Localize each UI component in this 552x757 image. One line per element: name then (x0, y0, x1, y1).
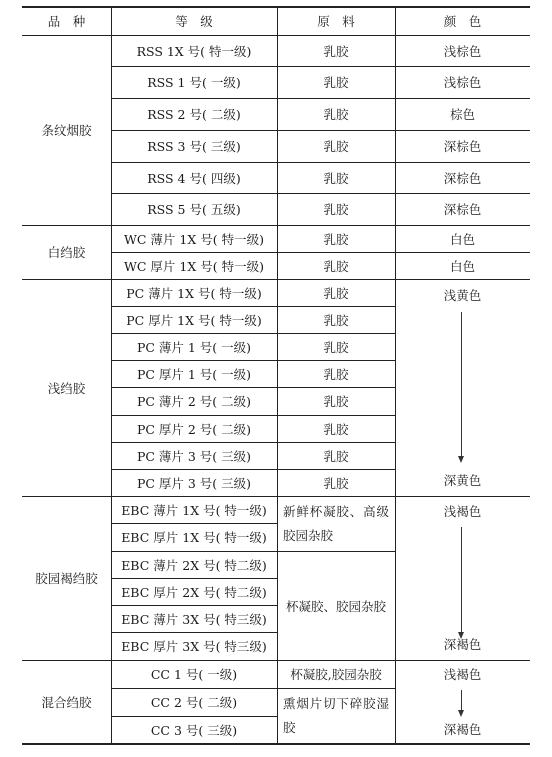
material-cell: 乳胶 (323, 202, 349, 217)
row-rule (111, 415, 395, 416)
grade-cell: EBC 薄片 3X 号( 特三级) (121, 611, 267, 627)
color-cell: 浅棕色 (443, 75, 482, 90)
header-color: 颜 色 (443, 13, 482, 29)
row-rule (111, 98, 530, 99)
material-cell: 乳胶 (323, 475, 349, 491)
row-rule (111, 469, 395, 470)
arrow-down-icon (458, 710, 464, 717)
grade-cell: PC 薄片 2 号( 二级) (136, 394, 252, 409)
material-cell: 乳胶 (323, 231, 349, 247)
column-divider (111, 6, 112, 744)
grade-cell: PC 薄片 3 号( 三级) (136, 448, 252, 464)
color-cell: 白色 (449, 231, 475, 247)
material-cell: 乳胶 (323, 285, 349, 301)
grade-cell: PC 薄片 1 号( 一级) (136, 339, 252, 355)
material-cell: 乳胶 (323, 366, 349, 382)
variety-white-crepe: 白绉胶 (47, 245, 86, 260)
grade-cell: EBC 厚片 3X 号( 特三级) (121, 639, 267, 654)
material-cell: 乳胶 (323, 107, 349, 122)
row-rule (111, 523, 277, 524)
grade-cell: PC 厚片 2 号( 二级) (136, 421, 252, 437)
grade-cell: RSS 2 号( 二级) (147, 107, 241, 122)
material-cell: 乳胶 (323, 43, 349, 59)
row-rule (111, 130, 530, 131)
material-cell: 乳胶 (323, 448, 349, 464)
variety-pale-crepe: 浅绉胶 (47, 380, 86, 396)
header-variety: 品 种 (47, 13, 86, 29)
row-rule (111, 442, 395, 443)
row-rule (111, 193, 530, 194)
variety-compo-crepe: 混合绉胶 (41, 695, 92, 710)
material-cell: 乳胶 (323, 258, 349, 274)
color-cell: 深棕色 (443, 170, 482, 186)
row-rule (111, 333, 395, 334)
group-rule (22, 225, 530, 226)
row-rule (111, 360, 395, 361)
row-rule (111, 716, 277, 717)
material-cell: 乳胶 (323, 394, 349, 409)
rubber-grade-table (22, 6, 530, 744)
row-rule (111, 632, 277, 633)
color-range-end: 深黄色 (443, 473, 482, 488)
color-range-start: 浅黄色 (443, 288, 482, 303)
grade-cell: PC 厚片 1 号( 一级) (136, 366, 252, 382)
table-top-rule (22, 6, 530, 8)
grade-cell: RSS 5 号( 五级) (147, 202, 241, 217)
grade-cell: EBC 厚片 1X 号( 特一级) (121, 530, 267, 545)
grade-cell: CC 3 号( 三级) (150, 723, 238, 738)
material-cell: 乳胶 (323, 421, 349, 437)
material-cell: 乳胶 (323, 139, 349, 154)
grade-cell: EBC 厚片 2X 号( 特二级) (121, 584, 267, 600)
grade-cell: CC 2 号( 二级) (150, 695, 238, 710)
grade-cell: EBC 薄片 2X 号( 特二级) (121, 557, 267, 573)
group-rule (22, 279, 530, 280)
arrow-down-icon (458, 456, 464, 463)
color-range-end: 深褐色 (443, 722, 482, 737)
material-cell: 乳胶 (323, 75, 349, 90)
grade-cell: CC 1 号( 一级) (150, 667, 238, 682)
color-range-start: 浅褐色 (443, 504, 482, 519)
material-cell: 杯凝胶,胶园杂胶 (290, 667, 382, 682)
material-cell: 杯凝胶、胶园杂胶 (285, 598, 386, 614)
row-rule (111, 578, 277, 579)
grade-cell: PC 厚片 3 号( 三级) (136, 475, 252, 491)
grade-cell: PC 薄片 1X 号( 特一级) (126, 285, 262, 301)
grade-cell: EBC 薄片 1X 号( 特一级) (121, 502, 267, 518)
material-cell: 乳胶 (323, 170, 349, 186)
grade-cell: RSS 3 号( 三级) (147, 139, 241, 154)
header-grade: 等 级 (175, 13, 213, 29)
group-rule (22, 660, 530, 661)
material-cell: 乳胶 (323, 312, 349, 328)
gradient-arrow-line (461, 690, 462, 712)
column-divider (395, 6, 396, 744)
grade-cell: RSS 1 号( 一级) (147, 75, 241, 90)
row-rule (111, 162, 530, 163)
row-rule (111, 551, 395, 552)
table-bottom-rule (22, 743, 530, 745)
gradient-arrow-line (461, 527, 462, 634)
grade-cell: RSS 4 号( 四级) (147, 170, 241, 186)
variety-ribbed-smoked-sheet: 条纹烟胶 (41, 123, 92, 138)
color-cell: 深棕色 (443, 202, 482, 217)
row-rule (111, 252, 530, 253)
row-rule (111, 387, 395, 388)
color-range-start: 浅褐色 (443, 667, 482, 682)
color-cell: 深棕色 (443, 139, 482, 154)
group-rule (22, 496, 530, 497)
gradient-arrow-line (461, 312, 462, 458)
grade-cell: PC 厚片 1X 号( 特一级) (126, 312, 262, 328)
grade-cell: WC 薄片 1X 号( 特一级) (124, 231, 264, 247)
grade-cell: RSS 1X 号( 特一级) (136, 43, 252, 59)
color-range-end: 深褐色 (443, 637, 482, 652)
color-cell: 浅棕色 (443, 43, 482, 59)
color-cell: 白色 (449, 258, 475, 274)
header-material: 原 料 (317, 13, 355, 29)
color-cell: 棕色 (449, 107, 475, 122)
column-divider (277, 6, 278, 744)
material-cell: 新鲜杯凝胶、高级胶园杂胶 (283, 503, 389, 543)
row-rule (111, 688, 395, 689)
material-cell: 熏烟片切下碎胶湿胶 (283, 696, 389, 735)
row-rule (111, 306, 395, 307)
grade-cell: WC 厚片 1X 号( 特一级) (124, 258, 264, 274)
variety-estate-brown-crepe: 胶园褐绉胶 (35, 571, 98, 586)
row-rule (111, 605, 277, 606)
header-rule (22, 35, 530, 36)
material-cell: 乳胶 (323, 339, 349, 355)
row-rule (111, 66, 530, 67)
